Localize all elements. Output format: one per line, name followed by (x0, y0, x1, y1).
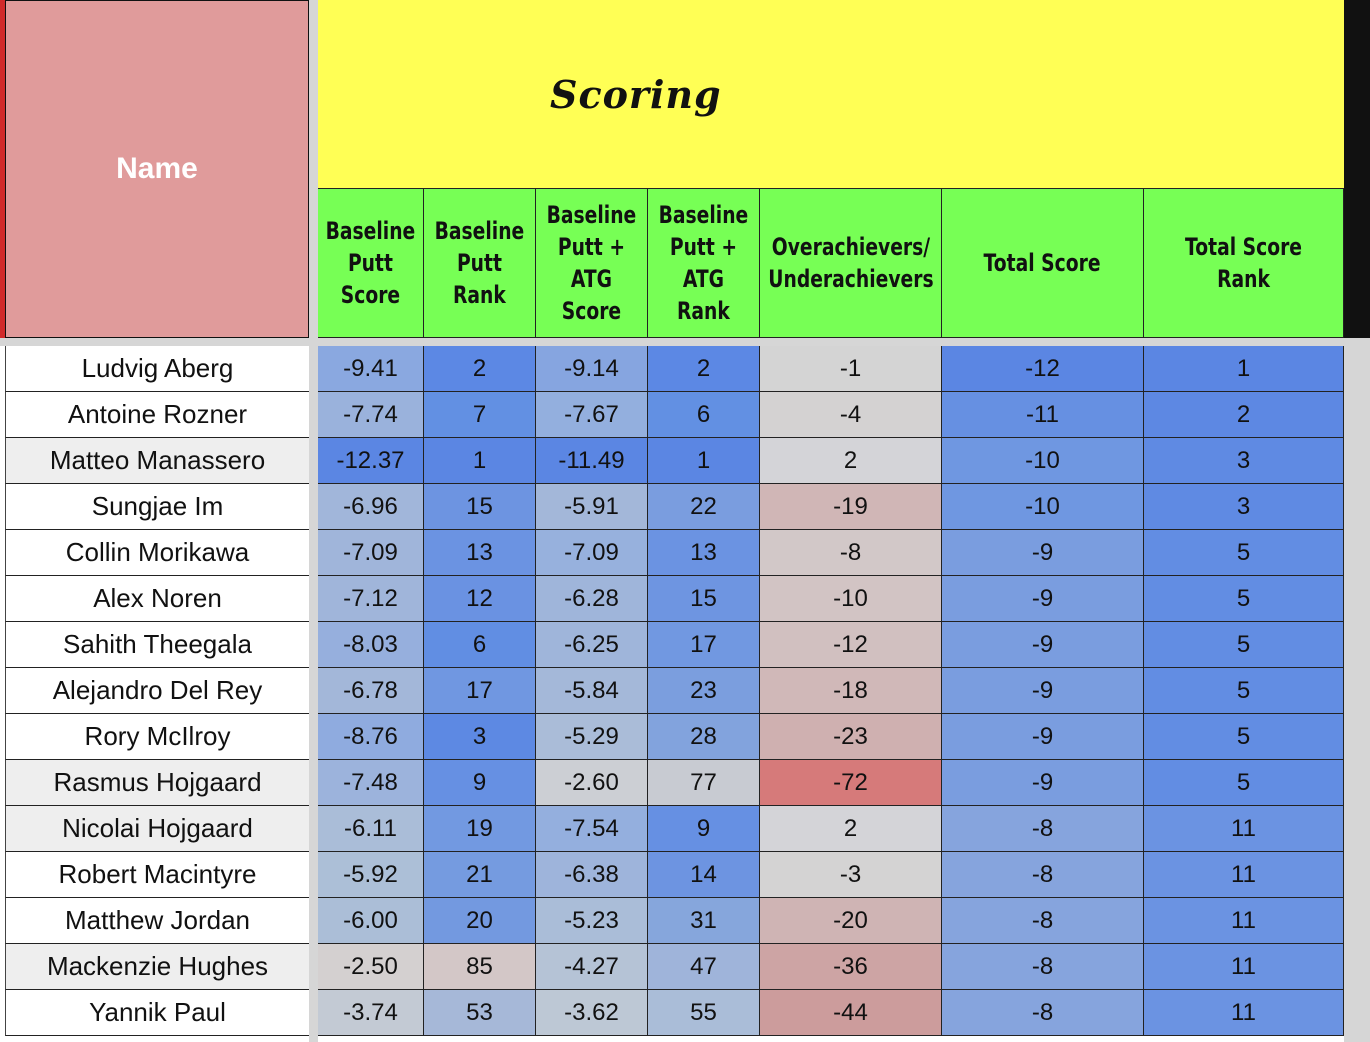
header-label: Baseline Putt Rank (434, 217, 525, 309)
baseline-putt-score-cell[interactable]: -8.03 (318, 622, 424, 668)
total-score-rank-cell[interactable]: 5 (1144, 760, 1344, 806)
baseline-putt-score-cell[interactable]: -6.11 (318, 806, 424, 852)
total-score-rank-cell[interactable]: 11 (1144, 990, 1344, 1036)
baseline-putt-atg-score-cell[interactable]: -9.14 (536, 346, 648, 392)
over-under-cell[interactable]: 2 (760, 438, 942, 484)
over-under-cell[interactable]: -18 (760, 668, 942, 714)
over-under-cell[interactable]: -23 (760, 714, 942, 760)
over-under-cell[interactable]: -1 (760, 346, 942, 392)
baseline-putt-atg-rank-cell[interactable]: 22 (648, 484, 760, 530)
over-under-cell[interactable]: -12 (760, 622, 942, 668)
header-total-score[interactable] (942, 189, 1144, 338)
player-name-cell[interactable]: Nicolai Hojgaard (5, 806, 309, 852)
header-baseline-putt-atg-score[interactable] (536, 189, 648, 338)
baseline-putt-rank-cell[interactable]: 17 (424, 668, 536, 714)
total-score-cell[interactable]: -11 (942, 392, 1144, 438)
baseline-putt-atg-score-cell[interactable]: -6.25 (536, 622, 648, 668)
baseline-putt-score-cell[interactable]: -7.12 (318, 576, 424, 622)
baseline-putt-atg-score-cell[interactable]: -5.29 (536, 714, 648, 760)
baseline-putt-rank-cell[interactable]: 2 (424, 346, 536, 392)
player-name-cell[interactable]: Mackenzie Hughes (5, 944, 309, 990)
total-score-rank-cell[interactable]: 3 (1144, 438, 1344, 484)
total-score-cell[interactable]: -10 (942, 484, 1144, 530)
baseline-putt-score-cell[interactable]: -7.09 (318, 530, 424, 576)
total-score-cell[interactable]: -10 (942, 438, 1144, 484)
player-name-cell[interactable]: Ludvig Aberg (5, 346, 309, 392)
baseline-putt-atg-rank-cell[interactable]: 31 (648, 898, 760, 944)
over-under-cell[interactable]: -3 (760, 852, 942, 898)
over-under-cell[interactable]: -72 (760, 760, 942, 806)
header-baseline-putt-rank[interactable] (424, 189, 536, 338)
header-label: Total Score (983, 249, 1102, 277)
baseline-putt-rank-cell[interactable]: 20 (424, 898, 536, 944)
baseline-putt-atg-score-cell[interactable]: -5.84 (536, 668, 648, 714)
right-edge-gutter (1344, 346, 1370, 1042)
total-score-cell[interactable]: -9 (942, 760, 1144, 806)
total-score-cell[interactable]: -9 (942, 530, 1144, 576)
header-label: Overachievers/ Underachievers (767, 233, 934, 293)
baseline-putt-score-cell[interactable]: -2.50 (318, 944, 424, 990)
player-name-cell[interactable]: Antoine Rozner (5, 392, 309, 438)
total-score-cell[interactable]: -9 (942, 668, 1144, 714)
baseline-putt-score-cell[interactable]: -7.74 (318, 392, 424, 438)
baseline-putt-atg-rank-cell[interactable]: 17 (648, 622, 760, 668)
baseline-putt-atg-rank-cell[interactable]: 6 (648, 392, 760, 438)
baseline-putt-atg-score-cell[interactable]: -7.67 (536, 392, 648, 438)
total-score-rank-cell[interactable]: 11 (1144, 944, 1344, 990)
player-name-cell[interactable]: Yannik Paul (5, 990, 309, 1036)
total-score-cell[interactable]: -8 (942, 852, 1144, 898)
player-name-cell[interactable]: Rasmus Hojgaard (5, 760, 309, 806)
total-score-rank-cell[interactable]: 1 (1144, 346, 1344, 392)
total-score-cell[interactable]: -9 (942, 714, 1144, 760)
player-name-cell[interactable]: Sahith Theegala (5, 622, 309, 668)
total-score-cell[interactable]: -9 (942, 622, 1144, 668)
header-baseline-putt-atg-rank[interactable] (648, 189, 760, 338)
baseline-putt-score-cell[interactable]: -8.76 (318, 714, 424, 760)
column-gap (309, 0, 318, 1042)
name-column-header[interactable]: Name (5, 0, 309, 338)
baseline-putt-atg-rank-cell[interactable]: 13 (648, 530, 760, 576)
total-score-rank-cell[interactable]: 11 (1144, 852, 1344, 898)
header-label: Total Score Rank (1184, 233, 1303, 293)
total-score-rank-cell[interactable]: 3 (1144, 484, 1344, 530)
baseline-putt-rank-cell[interactable]: 7 (424, 392, 536, 438)
baseline-putt-atg-rank-cell[interactable]: 14 (648, 852, 760, 898)
scoring-title: Scoring (550, 72, 722, 117)
over-under-cell[interactable]: -36 (760, 944, 942, 990)
baseline-putt-score-cell[interactable]: -9.41 (318, 346, 424, 392)
baseline-putt-score-cell[interactable]: -7.48 (318, 760, 424, 806)
total-score-rank-cell[interactable]: 11 (1144, 898, 1344, 944)
total-score-cell[interactable]: -8 (942, 990, 1144, 1036)
baseline-putt-atg-score-cell[interactable]: -2.60 (536, 760, 648, 806)
baseline-putt-score-cell[interactable]: -12.37 (318, 438, 424, 484)
over-under-cell[interactable]: 2 (760, 806, 942, 852)
baseline-putt-atg-score-cell[interactable]: -6.28 (536, 576, 648, 622)
scoring-banner[interactable] (318, 0, 1344, 189)
total-score-rank-cell[interactable]: 11 (1144, 806, 1344, 852)
player-name-cell[interactable]: Alejandro Del Rey (5, 668, 309, 714)
baseline-putt-rank-cell[interactable]: 53 (424, 990, 536, 1036)
baseline-putt-rank-cell[interactable]: 21 (424, 852, 536, 898)
total-score-cell[interactable]: -12 (942, 346, 1144, 392)
baseline-putt-atg-rank-cell[interactable]: 1 (648, 438, 760, 484)
baseline-putt-rank-cell[interactable]: 13 (424, 530, 536, 576)
over-under-cell[interactable]: -20 (760, 898, 942, 944)
total-score-rank-cell[interactable]: 5 (1144, 530, 1344, 576)
baseline-putt-atg-score-cell[interactable]: -7.54 (536, 806, 648, 852)
over-under-cell[interactable]: -4 (760, 392, 942, 438)
player-name-cell[interactable]: Alex Noren (5, 576, 309, 622)
header-label: Baseline Putt Score (325, 217, 416, 309)
baseline-putt-rank-cell[interactable]: 85 (424, 944, 536, 990)
baseline-putt-atg-rank-cell[interactable]: 9 (648, 806, 760, 852)
total-score-cell[interactable]: -8 (942, 944, 1144, 990)
baseline-putt-atg-score-cell[interactable]: -11.49 (536, 438, 648, 484)
header-label: Baseline Putt + ATG Score (546, 201, 637, 325)
total-score-rank-cell[interactable]: 5 (1144, 714, 1344, 760)
baseline-putt-atg-score-cell[interactable]: -5.91 (536, 484, 648, 530)
player-name-cell[interactable]: Robert Macintyre (5, 852, 309, 898)
baseline-putt-atg-rank-cell[interactable]: 23 (648, 668, 760, 714)
total-score-rank-cell[interactable]: 5 (1144, 576, 1344, 622)
header-separator (0, 338, 1370, 346)
baseline-putt-rank-cell[interactable]: 1 (424, 438, 536, 484)
baseline-putt-score-cell[interactable]: -5.92 (318, 852, 424, 898)
total-score-rank-cell[interactable]: 5 (1144, 668, 1344, 714)
baseline-putt-score-cell[interactable]: -6.00 (318, 898, 424, 944)
right-edge-strip (1344, 0, 1370, 338)
over-under-cell[interactable]: -10 (760, 576, 942, 622)
total-score-cell[interactable]: -8 (942, 898, 1144, 944)
baseline-putt-rank-cell[interactable]: 12 (424, 576, 536, 622)
baseline-putt-atg-score-cell[interactable]: -5.23 (536, 898, 648, 944)
player-name-cell[interactable]: Collin Morikawa (5, 530, 309, 576)
total-score-cell[interactable]: -9 (942, 576, 1144, 622)
baseline-putt-score-cell[interactable]: -6.96 (318, 484, 424, 530)
baseline-putt-atg-rank-cell[interactable]: 47 (648, 944, 760, 990)
total-score-cell[interactable]: -8 (942, 806, 1144, 852)
total-score-rank-cell[interactable]: 5 (1144, 622, 1344, 668)
baseline-putt-atg-score-cell[interactable]: -7.09 (536, 530, 648, 576)
baseline-putt-atg-rank-cell[interactable]: 15 (648, 576, 760, 622)
baseline-putt-atg-rank-cell[interactable]: 77 (648, 760, 760, 806)
baseline-putt-rank-cell[interactable]: 9 (424, 760, 536, 806)
header-total-score-rank[interactable] (1144, 189, 1344, 338)
over-under-cell[interactable]: -19 (760, 484, 942, 530)
over-under-cell[interactable]: -8 (760, 530, 942, 576)
baseline-putt-atg-score-cell[interactable]: -6.38 (536, 852, 648, 898)
baseline-putt-atg-rank-cell[interactable]: 55 (648, 990, 760, 1036)
baseline-putt-rank-cell[interactable]: 6 (424, 622, 536, 668)
baseline-putt-atg-score-cell[interactable]: -3.62 (536, 990, 648, 1036)
baseline-putt-score-cell[interactable]: -3.74 (318, 990, 424, 1036)
player-name-cell[interactable]: Matthew Jordan (5, 898, 309, 944)
baseline-putt-atg-rank-cell[interactable]: 28 (648, 714, 760, 760)
total-score-rank-cell[interactable]: 2 (1144, 392, 1344, 438)
baseline-putt-rank-cell[interactable]: 3 (424, 714, 536, 760)
baseline-putt-score-cell[interactable]: -6.78 (318, 668, 424, 714)
header-baseline-putt-score[interactable] (318, 189, 424, 338)
player-name-cell[interactable]: Rory McIlroy (5, 714, 309, 760)
baseline-putt-atg-score-cell[interactable]: -4.27 (536, 944, 648, 990)
header-overachievers-underachievers[interactable] (760, 189, 942, 338)
baseline-putt-atg-rank-cell[interactable]: 2 (648, 346, 760, 392)
player-name-cell[interactable]: Matteo Manassero (5, 438, 309, 484)
over-under-cell[interactable]: -44 (760, 990, 942, 1036)
header-label: Baseline Putt + ATG Rank (658, 201, 749, 325)
player-name-cell[interactable]: Sungjae Im (5, 484, 309, 530)
baseline-putt-rank-cell[interactable]: 15 (424, 484, 536, 530)
baseline-putt-rank-cell[interactable]: 19 (424, 806, 536, 852)
